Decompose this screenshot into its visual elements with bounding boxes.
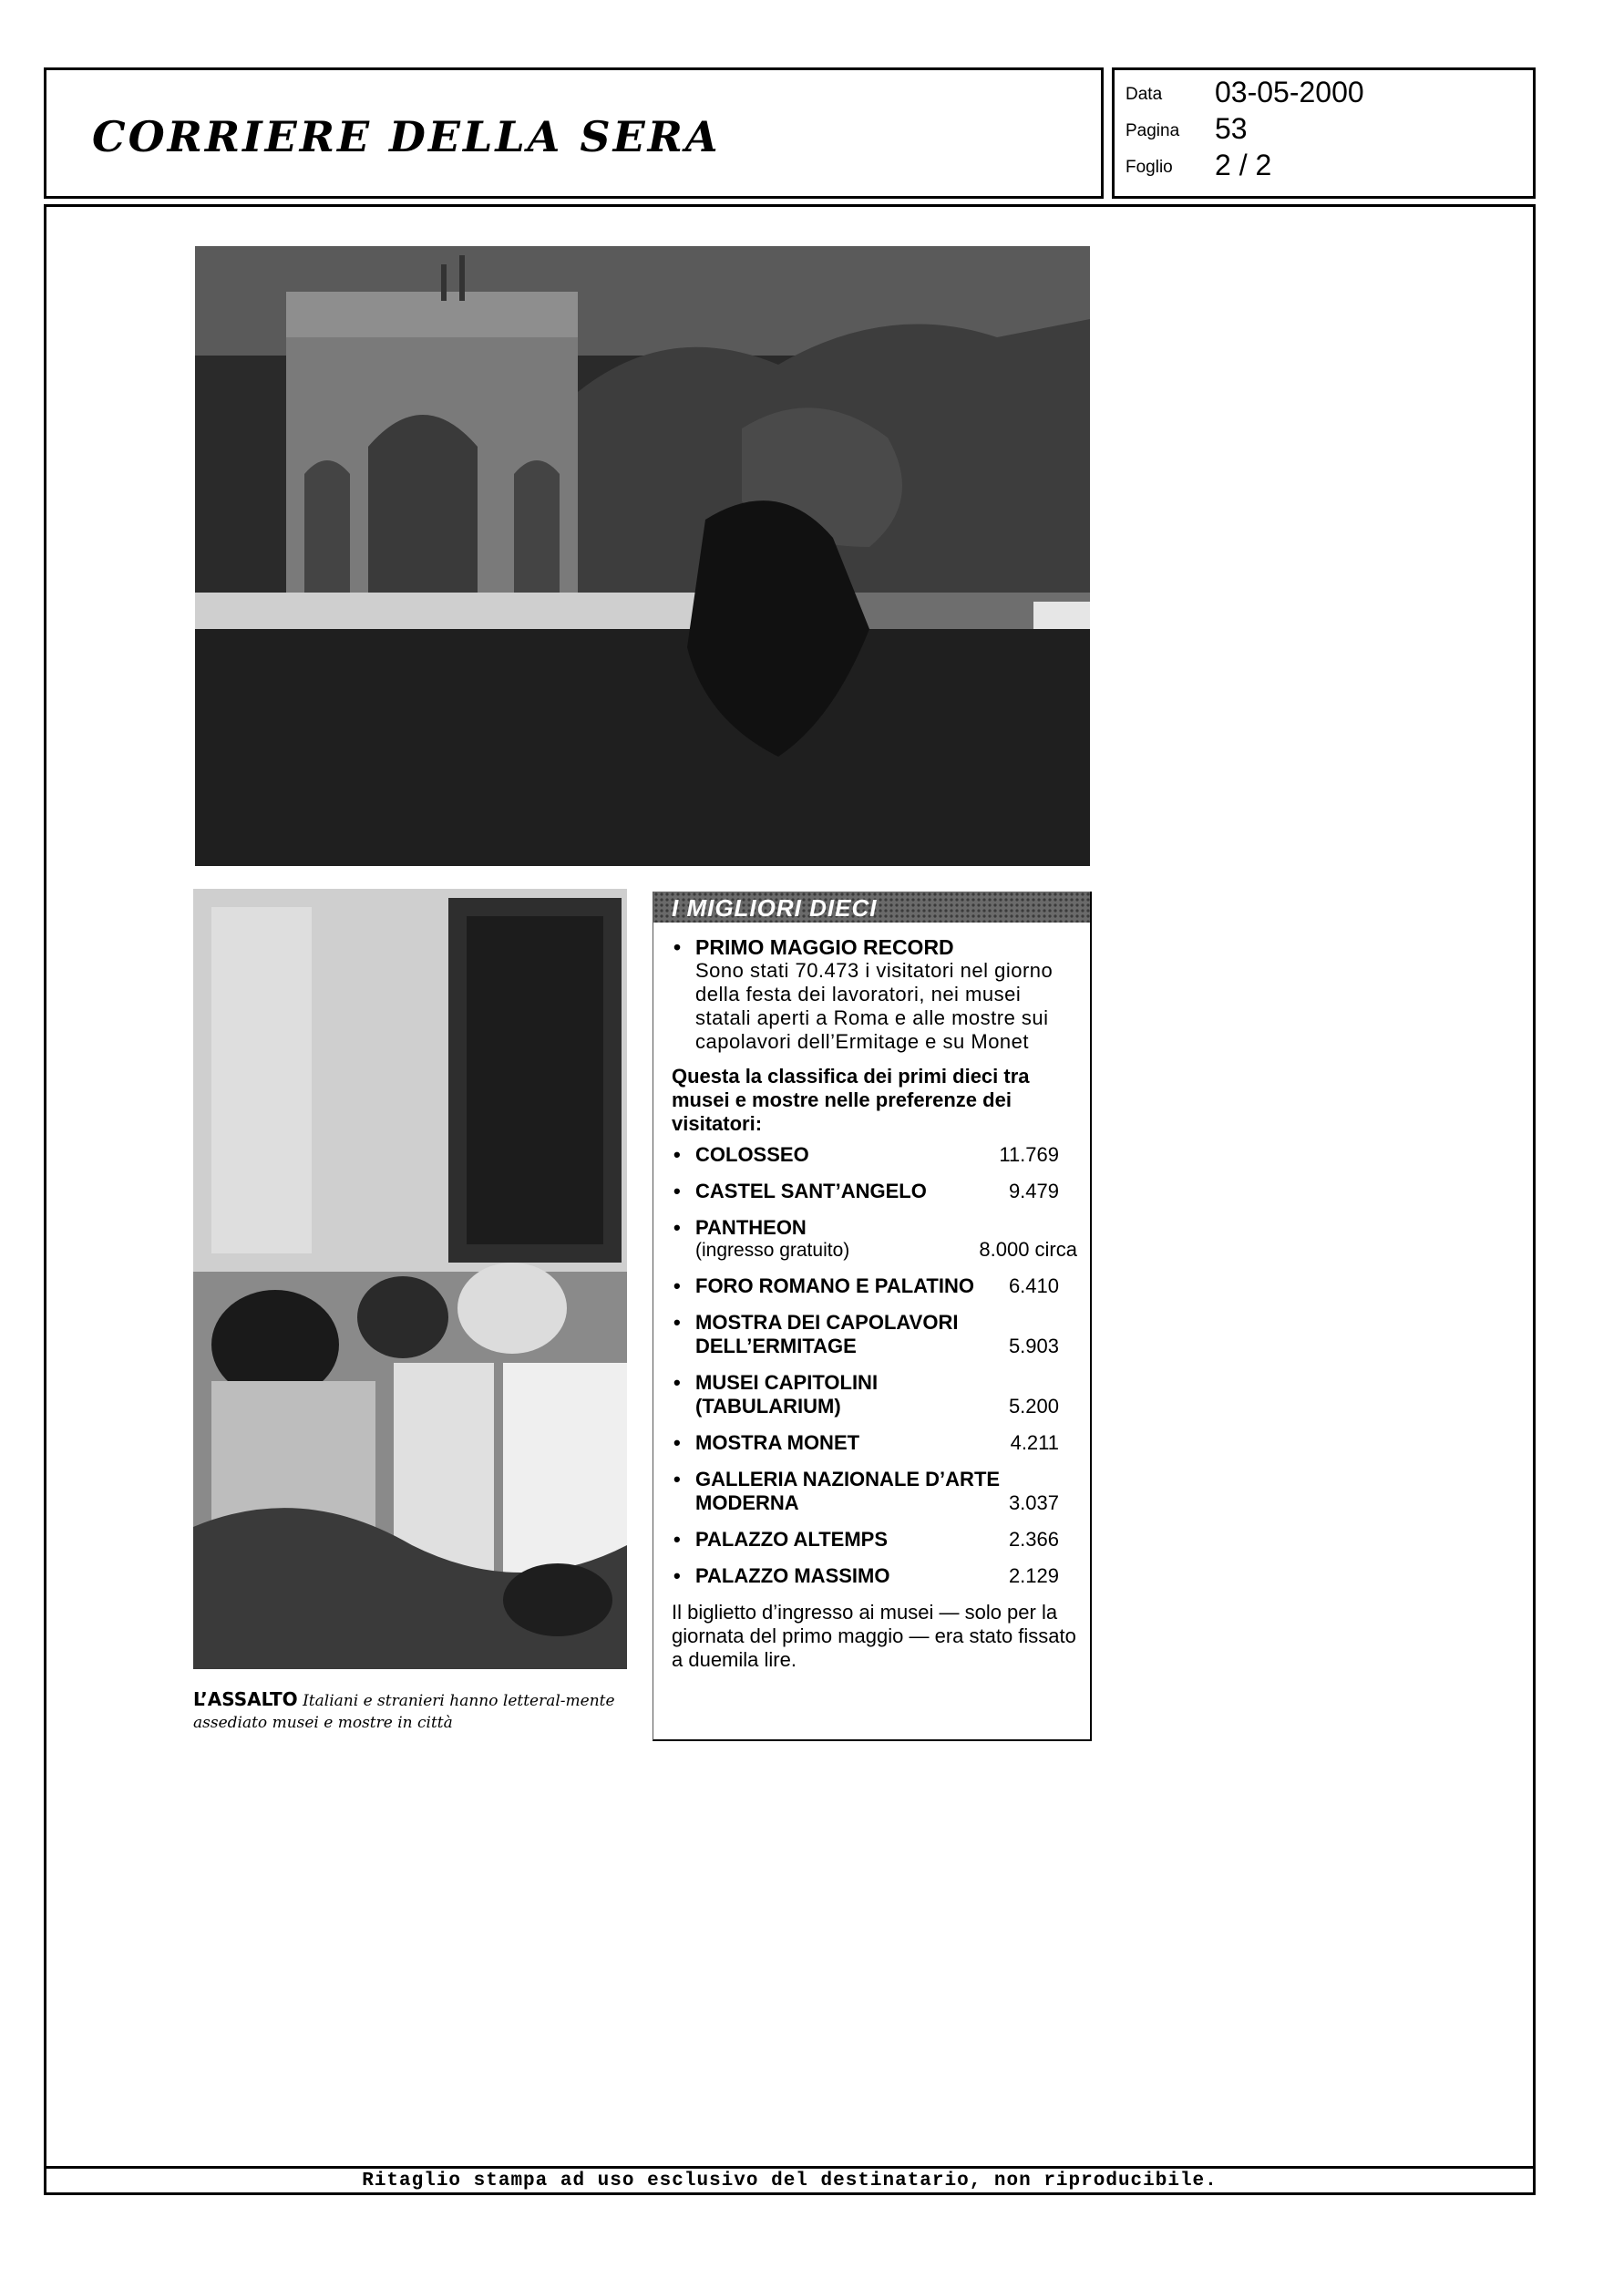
- ranking-value: 6.410: [1008, 1274, 1059, 1297]
- ranking-value: 2.366: [1008, 1528, 1059, 1551]
- box-body: [653, 923, 1090, 1672]
- ranking-name: • MUSEI CAPITOLINI (TABULARIUM): [672, 1371, 914, 1418]
- box-heading-text: PRIMO MAGGIO RECORD: [695, 935, 954, 959]
- ranking-name: • PALAZZO ALTEMPS: [672, 1528, 969, 1552]
- caption-lead: L’ASSALTO: [193, 1688, 298, 1710]
- box-intro: Questa la classifica dei primi dieci tra musei e mostre nelle preferenze dei visitatori:: [672, 1065, 1030, 1135]
- ranking-value: 9.479: [1008, 1180, 1059, 1202]
- meta-value: 53: [1215, 112, 1248, 145]
- ranking-name: • MOSTRA DEI CAPOLAVORI DELL’ERMITAGE: [672, 1311, 969, 1358]
- crowd-photo-image: [193, 889, 627, 1669]
- meta-row-page: [1115, 112, 1533, 149]
- ranking-name: • MOSTRA MONET: [672, 1431, 969, 1455]
- ranking-item: [672, 1274, 1081, 1298]
- ranking-name: • CASTEL SANT’ANGELO: [672, 1180, 969, 1203]
- ranking-item: [672, 1180, 1081, 1203]
- ranking-item: [672, 1468, 1081, 1515]
- meta-value: 03-05-2000: [1215, 76, 1364, 108]
- footer-disclaimer: Ritaglio stampa ad uso esclusivo del destinatario, non riproducibile.: [362, 2171, 1218, 2191]
- colosseum-arch-photo: [195, 246, 1090, 866]
- ranking-value: 11.769: [999, 1143, 1059, 1166]
- caption-text: Italiani e stranieri hanno letteral-mente assediato musei e mostre in città: [193, 1692, 615, 1732]
- ranking-value: 8.000 circa: [979, 1238, 1077, 1261]
- box-header: [653, 892, 1090, 923]
- ranking-value: 3.037: [1008, 1491, 1059, 1514]
- meta-label: Foglio: [1125, 158, 1173, 177]
- ranking-item: [672, 1431, 1081, 1455]
- ranking-name: • PALAZZO MASSIMO: [672, 1564, 969, 1588]
- ranking-item: [672, 1143, 1081, 1167]
- meta-label: Data: [1125, 85, 1163, 104]
- bullet-icon: •: [673, 935, 682, 959]
- ranking-item: [672, 1528, 1081, 1552]
- ranking-value: 5.903: [1008, 1335, 1059, 1357]
- ranking-item: [672, 1216, 1081, 1262]
- ranking-name: • GALLERIA NAZIONALE D’ARTE MODERNA: [672, 1468, 1005, 1515]
- meta-label: Pagina: [1125, 121, 1180, 140]
- ranking-item: [672, 1564, 1081, 1588]
- ranking-item: [672, 1311, 1081, 1358]
- top-ten-box: [653, 892, 1092, 1741]
- meta-row-date: [1115, 76, 1533, 112]
- ranking-name: • FORO ROMANO E PALATINO: [672, 1274, 1005, 1298]
- ranking-value: 4.211: [1010, 1431, 1059, 1454]
- box-heading: [672, 935, 1081, 959]
- ranking-note: (ingresso gratuito): [695, 1240, 850, 1261]
- ranking-value: 2.129: [1008, 1564, 1059, 1587]
- meta-row-sheet: [1115, 149, 1533, 185]
- ranking-item: [672, 1371, 1081, 1418]
- ranking-name: • PANTHEON: [672, 1216, 969, 1240]
- ranking-name: • COLOSSEO: [672, 1143, 969, 1167]
- box-title: I MIGLIORI DIECI: [672, 894, 878, 922]
- crowd-photo: [193, 889, 627, 1669]
- box-footnote: Il biglietto d’ingresso ai musei — solo per la giornata del primo maggio — era stato fissato a duemila lire.: [672, 1601, 1076, 1671]
- arch-photo-image: [195, 246, 1090, 866]
- newspaper-title: CORRIERE DELLA SERA: [92, 112, 721, 161]
- masthead-frame: [44, 67, 1104, 199]
- metadata-panel: [1112, 67, 1536, 199]
- box-paragraph: Sono stati 70.473 i visitatori nel giorno della festa dei lavoratori, nei musei statali aperti a Roma e alle mostre sui capolavori dell’Ermitage e su Monet: [695, 959, 1054, 1053]
- photo-caption: [193, 1688, 640, 1734]
- ranking-value: 5.200: [1008, 1395, 1059, 1418]
- footer-frame: [44, 2166, 1536, 2195]
- meta-value: 2 / 2: [1215, 149, 1272, 181]
